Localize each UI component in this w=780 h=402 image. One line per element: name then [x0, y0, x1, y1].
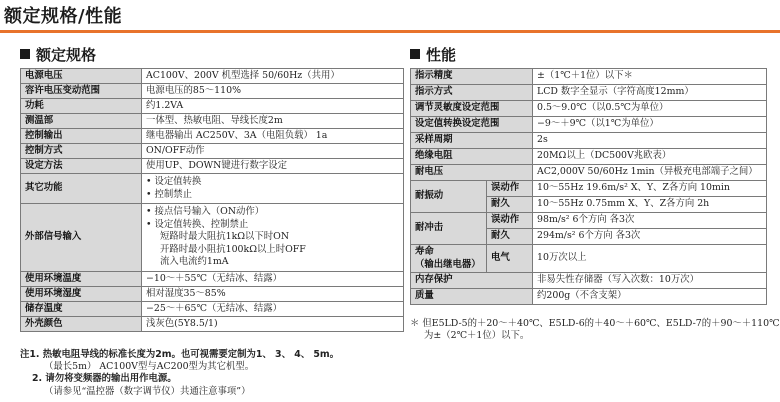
- row-label: 外部信号输入: [21, 204, 142, 272]
- square-bullet-icon: [20, 49, 30, 59]
- row-value: ±（1℃＋1位）以下＊: [533, 69, 767, 85]
- row-label: 储存温度: [21, 302, 142, 317]
- indented-line: 流入电流约1mA: [160, 256, 229, 268]
- row-value: LCD 数字全显示（字符高度12mm）: [533, 85, 767, 101]
- ratings-table: [20, 68, 404, 332]
- table-row: [21, 317, 404, 332]
- title-rule: [0, 30, 780, 33]
- note-line: 为±（2℃＋1位）以下。: [424, 330, 530, 342]
- sub-label: 耐久: [487, 197, 533, 213]
- row-label: 控制输出: [21, 129, 142, 144]
- row-label: 外壳颜色: [21, 317, 142, 332]
- bullet-line: • 设定值转换、控制禁止: [146, 219, 399, 232]
- table-row: [411, 213, 767, 229]
- row-label: 耐振动: [411, 181, 487, 213]
- row-value: 2s: [533, 133, 767, 149]
- row-label: 设定值转换设定范围: [411, 117, 533, 133]
- table-row: [21, 84, 404, 99]
- row-label: 使用环境温度: [21, 272, 142, 287]
- section-heading-ratings: [20, 44, 96, 65]
- table-row: [411, 245, 767, 273]
- table-row: [411, 165, 767, 181]
- performance-notes: [410, 318, 780, 342]
- note-line: （最长5m） AC100V型与AC200型为其它机型。: [44, 361, 255, 373]
- table-row: [21, 272, 404, 287]
- row-value: 一体型、热敏电阻、导线长度2m: [142, 114, 404, 129]
- note-line: 2. 请勿将变频器的输出用作电源。: [32, 373, 177, 385]
- table-row: [411, 117, 767, 133]
- row-value: 非易失性存储器（写入次数：10万次）: [533, 273, 767, 289]
- table-row: [21, 287, 404, 302]
- row-value: 使用UP、DOWN键进行数字设定: [142, 159, 404, 174]
- row-value: −25～＋65℃（无结冰、结露）: [142, 302, 404, 317]
- note-line: （请参见“温控器（数字调节仪）共通注意事项”）: [44, 385, 251, 397]
- sub-label: 耐久: [487, 229, 533, 245]
- row-label: 质量: [411, 289, 533, 305]
- row-label: 功耗: [21, 99, 142, 114]
- sub-label: 电气: [487, 245, 533, 273]
- table-row: [21, 114, 404, 129]
- row-value: [142, 204, 404, 272]
- row-value: ON/OFF动作: [142, 144, 404, 159]
- row-label: 指示方式: [411, 85, 533, 101]
- row-value: 约200g（不含支架）: [533, 289, 767, 305]
- row-value: 相对湿度35～85%: [142, 287, 404, 302]
- sub-label: 误动作: [487, 213, 533, 229]
- table-row: [21, 99, 404, 114]
- row-label: 测温部: [21, 114, 142, 129]
- row-value: 浅灰色(5Y8.5/1): [142, 317, 404, 332]
- note-line: ＊ 但E5LD-5的＋20～＋40℃、E5LD-6的＋40～＋60℃、E5LD-7的＋90～＋110℃: [410, 318, 780, 329]
- row-value: 10～55Hz 0.75mm X、Y、Z各方向 2h: [533, 197, 767, 213]
- page-title: 额定规格/性能: [4, 6, 123, 27]
- row-value: 约1.2VA: [142, 99, 404, 114]
- section-heading-label: 额定规格: [36, 46, 97, 64]
- table-row: [21, 204, 404, 272]
- row-value: AC100V、200V 机型选择 50/60Hz（共用）: [142, 69, 404, 84]
- row-label: [411, 245, 487, 273]
- row-value: [142, 174, 404, 204]
- row-value: 20MΩ以上（DC500V兆欧表）: [533, 149, 767, 165]
- row-value: 电源电压的85～110%: [142, 84, 404, 99]
- ratings-notes: [20, 349, 339, 398]
- bullet-line: • 设定值转换: [146, 176, 399, 189]
- note-line: 注1. 热敏电阻导线的标准长度为2m。也可视需要定制为1、 3、 4、 5m。: [20, 349, 340, 360]
- table-row: [411, 85, 767, 101]
- indented-line: 开路时最小阻抗100kΩ以上时OFF: [160, 243, 306, 255]
- table-row: [21, 144, 404, 159]
- row-label-line: 寿命: [415, 246, 434, 257]
- table-row: [21, 174, 404, 204]
- row-label: 其它功能: [21, 174, 142, 204]
- row-value: 98m/s² 6个方向 各3次: [533, 213, 767, 229]
- table-row: [411, 69, 767, 85]
- row-label: 调节灵敏度设定范围: [411, 101, 533, 117]
- bullet-line: • 接点信号输入（ON动作）: [146, 206, 399, 219]
- indented-line: 短路时最大阻抗1kΩ以下时ON: [160, 231, 290, 243]
- performance-table: [410, 68, 767, 305]
- row-label: 耐电压: [411, 165, 533, 181]
- row-value: AC2,000V 50/60Hz 1min（异极充电部端子之间）: [533, 165, 767, 181]
- row-label: 耐冲击: [411, 213, 487, 245]
- table-row: [411, 181, 767, 197]
- row-value: −10～＋55℃（无结冰、结露）: [142, 272, 404, 287]
- table-row: [21, 69, 404, 84]
- row-value: 继电器输出 AC250V、3A（电阻负载） 1a: [142, 129, 404, 144]
- row-label: 容许电压变动范围: [21, 84, 142, 99]
- table-row: [411, 149, 767, 165]
- row-label: 采样周期: [411, 133, 533, 149]
- section-heading-performance: [410, 44, 456, 65]
- row-label: 控制方式: [21, 144, 142, 159]
- row-value: 294m/s² 6个方向 各3次: [533, 229, 767, 245]
- row-label: 绝缘电阻: [411, 149, 533, 165]
- bullet-line: • 控制禁止: [146, 189, 399, 202]
- row-label: 指示精度: [411, 69, 533, 85]
- row-value: −9～＋9℃（以1℃为单位）: [533, 117, 767, 133]
- table-row: [21, 159, 404, 174]
- section-heading-label: 性能: [426, 46, 457, 64]
- square-bullet-icon: [410, 49, 420, 59]
- sub-label: 误动作: [487, 181, 533, 197]
- table-row: [411, 101, 767, 117]
- table-row: [21, 129, 404, 144]
- table-row: [411, 273, 767, 289]
- table-row: [411, 289, 767, 305]
- row-label: 内存保护: [411, 273, 533, 289]
- row-label: 电源电压: [21, 69, 142, 84]
- table-row: [411, 133, 767, 149]
- row-label: 使用环境湿度: [21, 287, 142, 302]
- row-label-line: （输出继电器）: [415, 258, 481, 270]
- row-label: 设定方法: [21, 159, 142, 174]
- row-value: 0.5～9.0℃（以0.5℃为单位）: [533, 101, 767, 117]
- row-value: 10万次以上: [533, 245, 767, 273]
- row-value: 10～55Hz 19.6m/s² X、Y、Z各方向 10min: [533, 181, 767, 197]
- table-row: [21, 302, 404, 317]
